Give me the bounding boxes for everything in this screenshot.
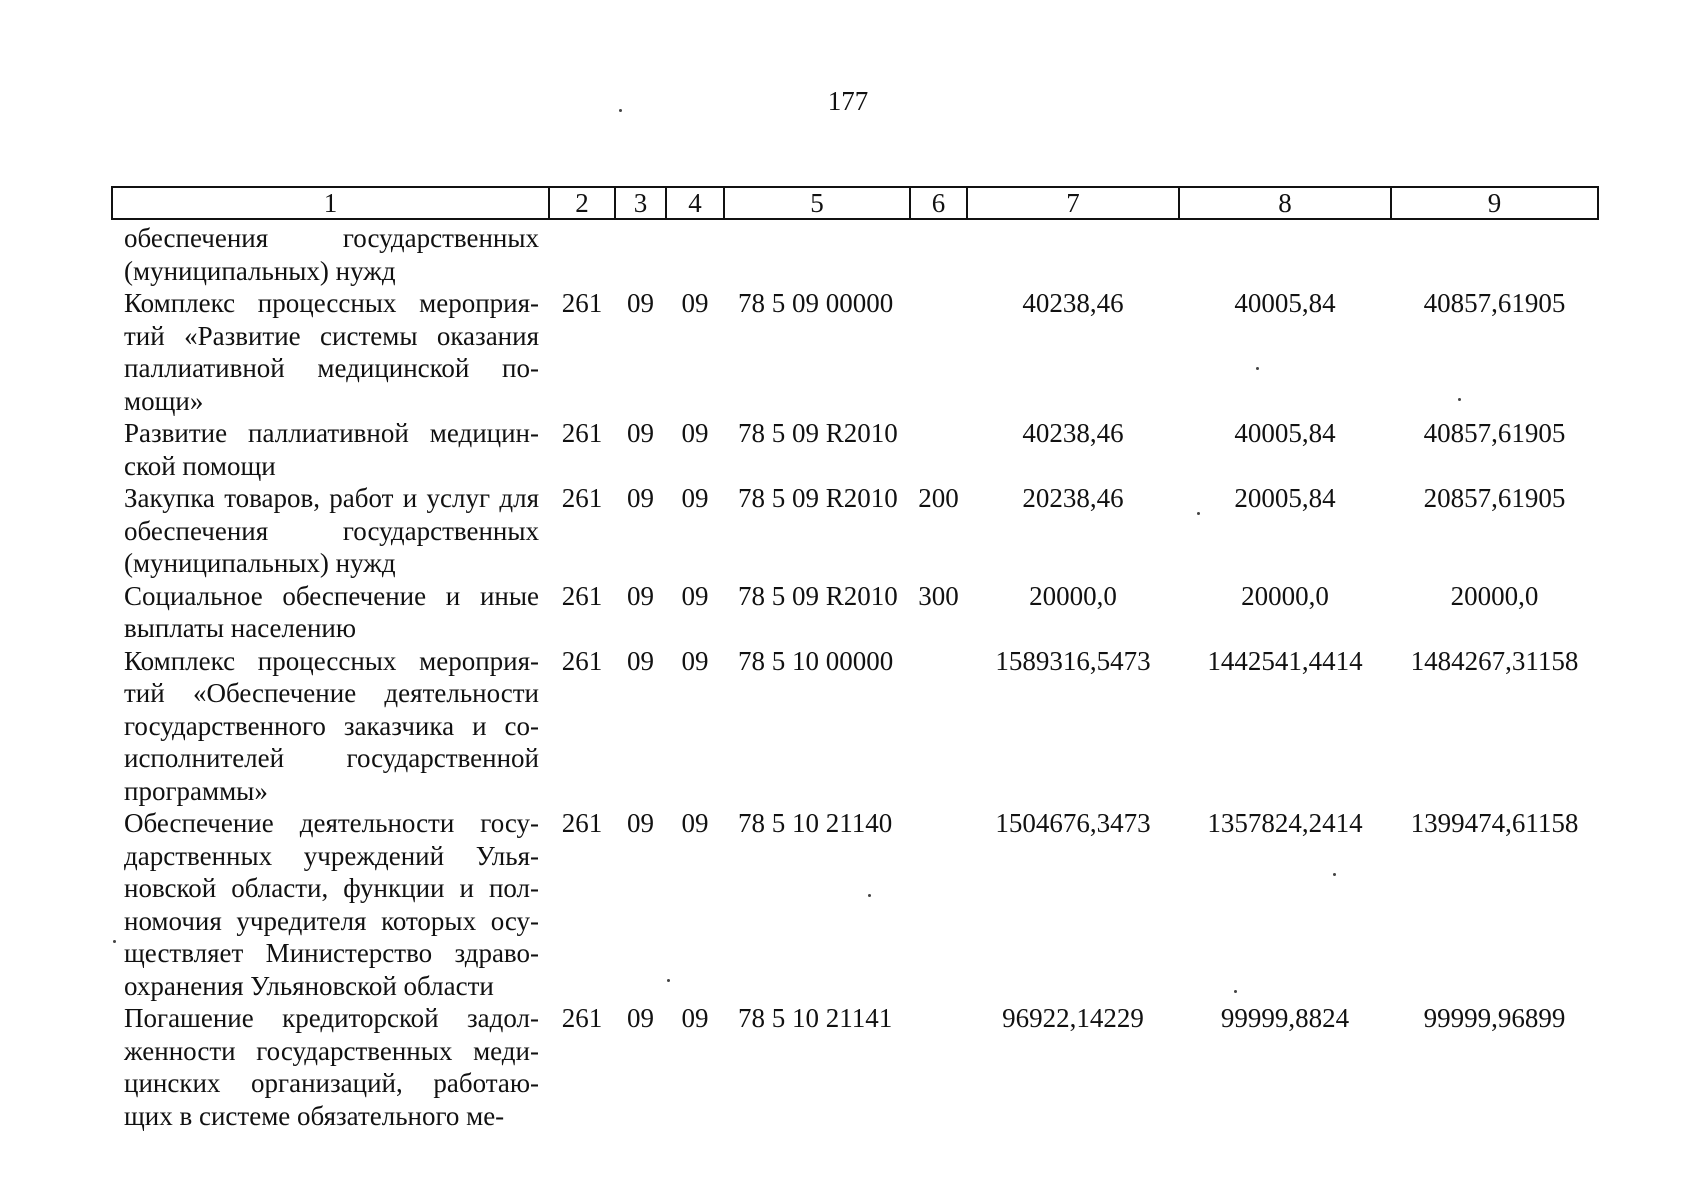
row-name: Комплекс процессных мероприя-тий «Обеспечение деятельности государственного заказчика и со-исполнителей государственной программы» bbox=[124, 645, 539, 806]
cell-expense-type: 200 bbox=[918, 483, 959, 513]
table-row bbox=[112, 219, 1598, 287]
cell-amount-9: 40857,61905 bbox=[1423, 418, 1566, 448]
scan-speck bbox=[1256, 367, 1259, 370]
cell-expense-type bbox=[910, 219, 967, 287]
column-header: 3 bbox=[615, 187, 666, 219]
column-header: 2 bbox=[549, 187, 615, 219]
cell-section: 09 bbox=[627, 580, 654, 611]
cell-amount-9: 1399474,61158 bbox=[1410, 808, 1579, 838]
cell-amount-8: 40005,84 bbox=[1234, 418, 1336, 448]
row-name: Развитие паллиативной медицин-ской помощи bbox=[124, 418, 539, 481]
cell-subsection bbox=[666, 219, 724, 287]
cell-grbs: 261 bbox=[561, 1003, 603, 1033]
row-name: Погашение кредиторской задол-женности государственных меди-цинских организаций, работаю-щих в системе обязательного ме- bbox=[124, 1003, 539, 1131]
cell-amount-9 bbox=[1391, 219, 1598, 287]
table-row bbox=[112, 807, 1598, 1002]
cell-section: 09 bbox=[627, 1003, 654, 1033]
cell-amount-8 bbox=[1179, 219, 1391, 287]
cell-subsection: 09 bbox=[681, 288, 709, 318]
cell-expense-type bbox=[910, 645, 967, 808]
scan-speck bbox=[868, 894, 871, 897]
cell-grbs: 261 bbox=[561, 288, 603, 318]
cell-expense-type bbox=[910, 287, 967, 417]
budget-table bbox=[111, 186, 1599, 1132]
cell-expense-type bbox=[910, 807, 967, 1002]
row-name: Обеспечение деятельности госу-дарственных учреждений Улья-новской области, функции и пол-номочия учредителя которых осу-ществляет Министерство здраво-охранения Ульяновской области bbox=[124, 808, 539, 1001]
cell-subsection: 09 bbox=[681, 1003, 709, 1033]
cell-amount-7: 20000,0 bbox=[1029, 580, 1117, 611]
cell-amount-7: 1589316,5473 bbox=[995, 645, 1151, 676]
scan-speck bbox=[619, 109, 622, 112]
cell-amount-8: 20005,84 bbox=[1234, 483, 1336, 513]
scan-speck bbox=[1234, 990, 1237, 993]
cell-subsection: 09 bbox=[681, 418, 709, 448]
cell-section: 09 bbox=[627, 288, 654, 318]
cell-grbs bbox=[549, 219, 615, 287]
cell-subsection: 09 bbox=[681, 580, 709, 611]
column-header: 4 bbox=[666, 187, 724, 219]
cell-amount-8: 99999,8824 bbox=[1220, 1003, 1350, 1033]
page-number: 177 bbox=[827, 86, 869, 116]
cell-target-article: 78 5 09 R2010 bbox=[738, 580, 898, 611]
column-header: 7 bbox=[967, 187, 1179, 219]
cell-amount-8: 20000,0 bbox=[1241, 580, 1329, 611]
cell-expense-type bbox=[910, 417, 967, 482]
cell-grbs: 261 bbox=[561, 418, 603, 448]
cell-amount-7: 20238,46 bbox=[1022, 483, 1124, 513]
table-row bbox=[112, 482, 1598, 580]
table-row bbox=[112, 417, 1598, 482]
table-header-row bbox=[112, 187, 1598, 219]
cell-subsection: 09 bbox=[681, 808, 709, 838]
cell-target-article: 78 5 10 21140 bbox=[738, 808, 893, 838]
cell-amount-7: 96922,14229 bbox=[1002, 1003, 1144, 1033]
cell-amount-8: 1442541,4414 bbox=[1207, 645, 1363, 676]
cell-expense-type bbox=[910, 1002, 967, 1132]
cell-grbs: 261 bbox=[561, 645, 603, 676]
column-header: 5 bbox=[724, 187, 910, 219]
cell-amount-9: 40857,61905 bbox=[1423, 288, 1566, 318]
row-name: Социальное обеспечение и иные выплаты населению bbox=[124, 580, 539, 643]
column-header: 6 bbox=[910, 187, 967, 219]
cell-amount-7: 1504676,3473 bbox=[995, 808, 1151, 838]
row-name: Комплекс процессных мероприя-тий «Развитие системы оказания паллиативной медицинской по-мощи» bbox=[124, 288, 539, 416]
row-name: обеспечения государственных (муниципальных) нужд bbox=[124, 223, 539, 286]
cell-amount-9: 1484267,31158 bbox=[1410, 645, 1579, 676]
cell-grbs: 261 bbox=[561, 808, 603, 838]
cell-amount-9: 20000,0 bbox=[1450, 580, 1539, 611]
scan-speck bbox=[667, 979, 670, 982]
cell-grbs: 261 bbox=[561, 580, 603, 611]
cell-amount-8: 1357824,2414 bbox=[1207, 808, 1363, 838]
table-row bbox=[112, 580, 1598, 645]
cell-target-article: 78 5 09 00000 bbox=[738, 288, 894, 318]
cell-subsection: 09 bbox=[681, 483, 709, 513]
column-header: 8 bbox=[1179, 187, 1391, 219]
cell-amount-8: 40005,84 bbox=[1234, 288, 1336, 318]
cell-grbs: 261 bbox=[561, 483, 603, 513]
cell-target-article bbox=[724, 219, 910, 287]
cell-amount-7: 40238,46 bbox=[1022, 288, 1124, 318]
cell-amount-7 bbox=[967, 219, 1179, 287]
cell-amount-9: 20857,61905 bbox=[1423, 483, 1566, 513]
column-header: 1 bbox=[112, 187, 549, 219]
cell-target-article: 78 5 09 R2010 bbox=[738, 483, 898, 513]
cell-subsection: 09 bbox=[681, 645, 709, 676]
cell-amount-7: 40238,46 bbox=[1022, 418, 1124, 448]
column-header: 9 bbox=[1391, 187, 1598, 219]
cell-section: 09 bbox=[627, 808, 654, 838]
scan-speck bbox=[1197, 512, 1200, 515]
cell-section: 09 bbox=[627, 418, 654, 448]
cell-target-article: 78 5 09 R2010 bbox=[738, 418, 898, 448]
scan-speck bbox=[1458, 398, 1461, 401]
cell-section bbox=[615, 219, 666, 287]
scan-speck bbox=[1333, 873, 1336, 876]
cell-amount-9: 99999,96899 bbox=[1423, 1003, 1566, 1033]
table-row bbox=[112, 1002, 1598, 1132]
cell-section: 09 bbox=[627, 645, 654, 676]
cell-expense-type: 300 bbox=[918, 580, 959, 611]
scan-speck bbox=[113, 940, 116, 943]
cell-section: 09 bbox=[627, 483, 654, 513]
table-row bbox=[112, 645, 1598, 808]
row-name: Закупка товаров, работ и услуг для обеспечения государственных (муниципальных) нужд bbox=[124, 483, 539, 578]
cell-target-article: 78 5 10 00000 bbox=[738, 645, 894, 676]
table-row bbox=[112, 287, 1598, 417]
cell-target-article: 78 5 10 21141 bbox=[738, 1003, 893, 1033]
